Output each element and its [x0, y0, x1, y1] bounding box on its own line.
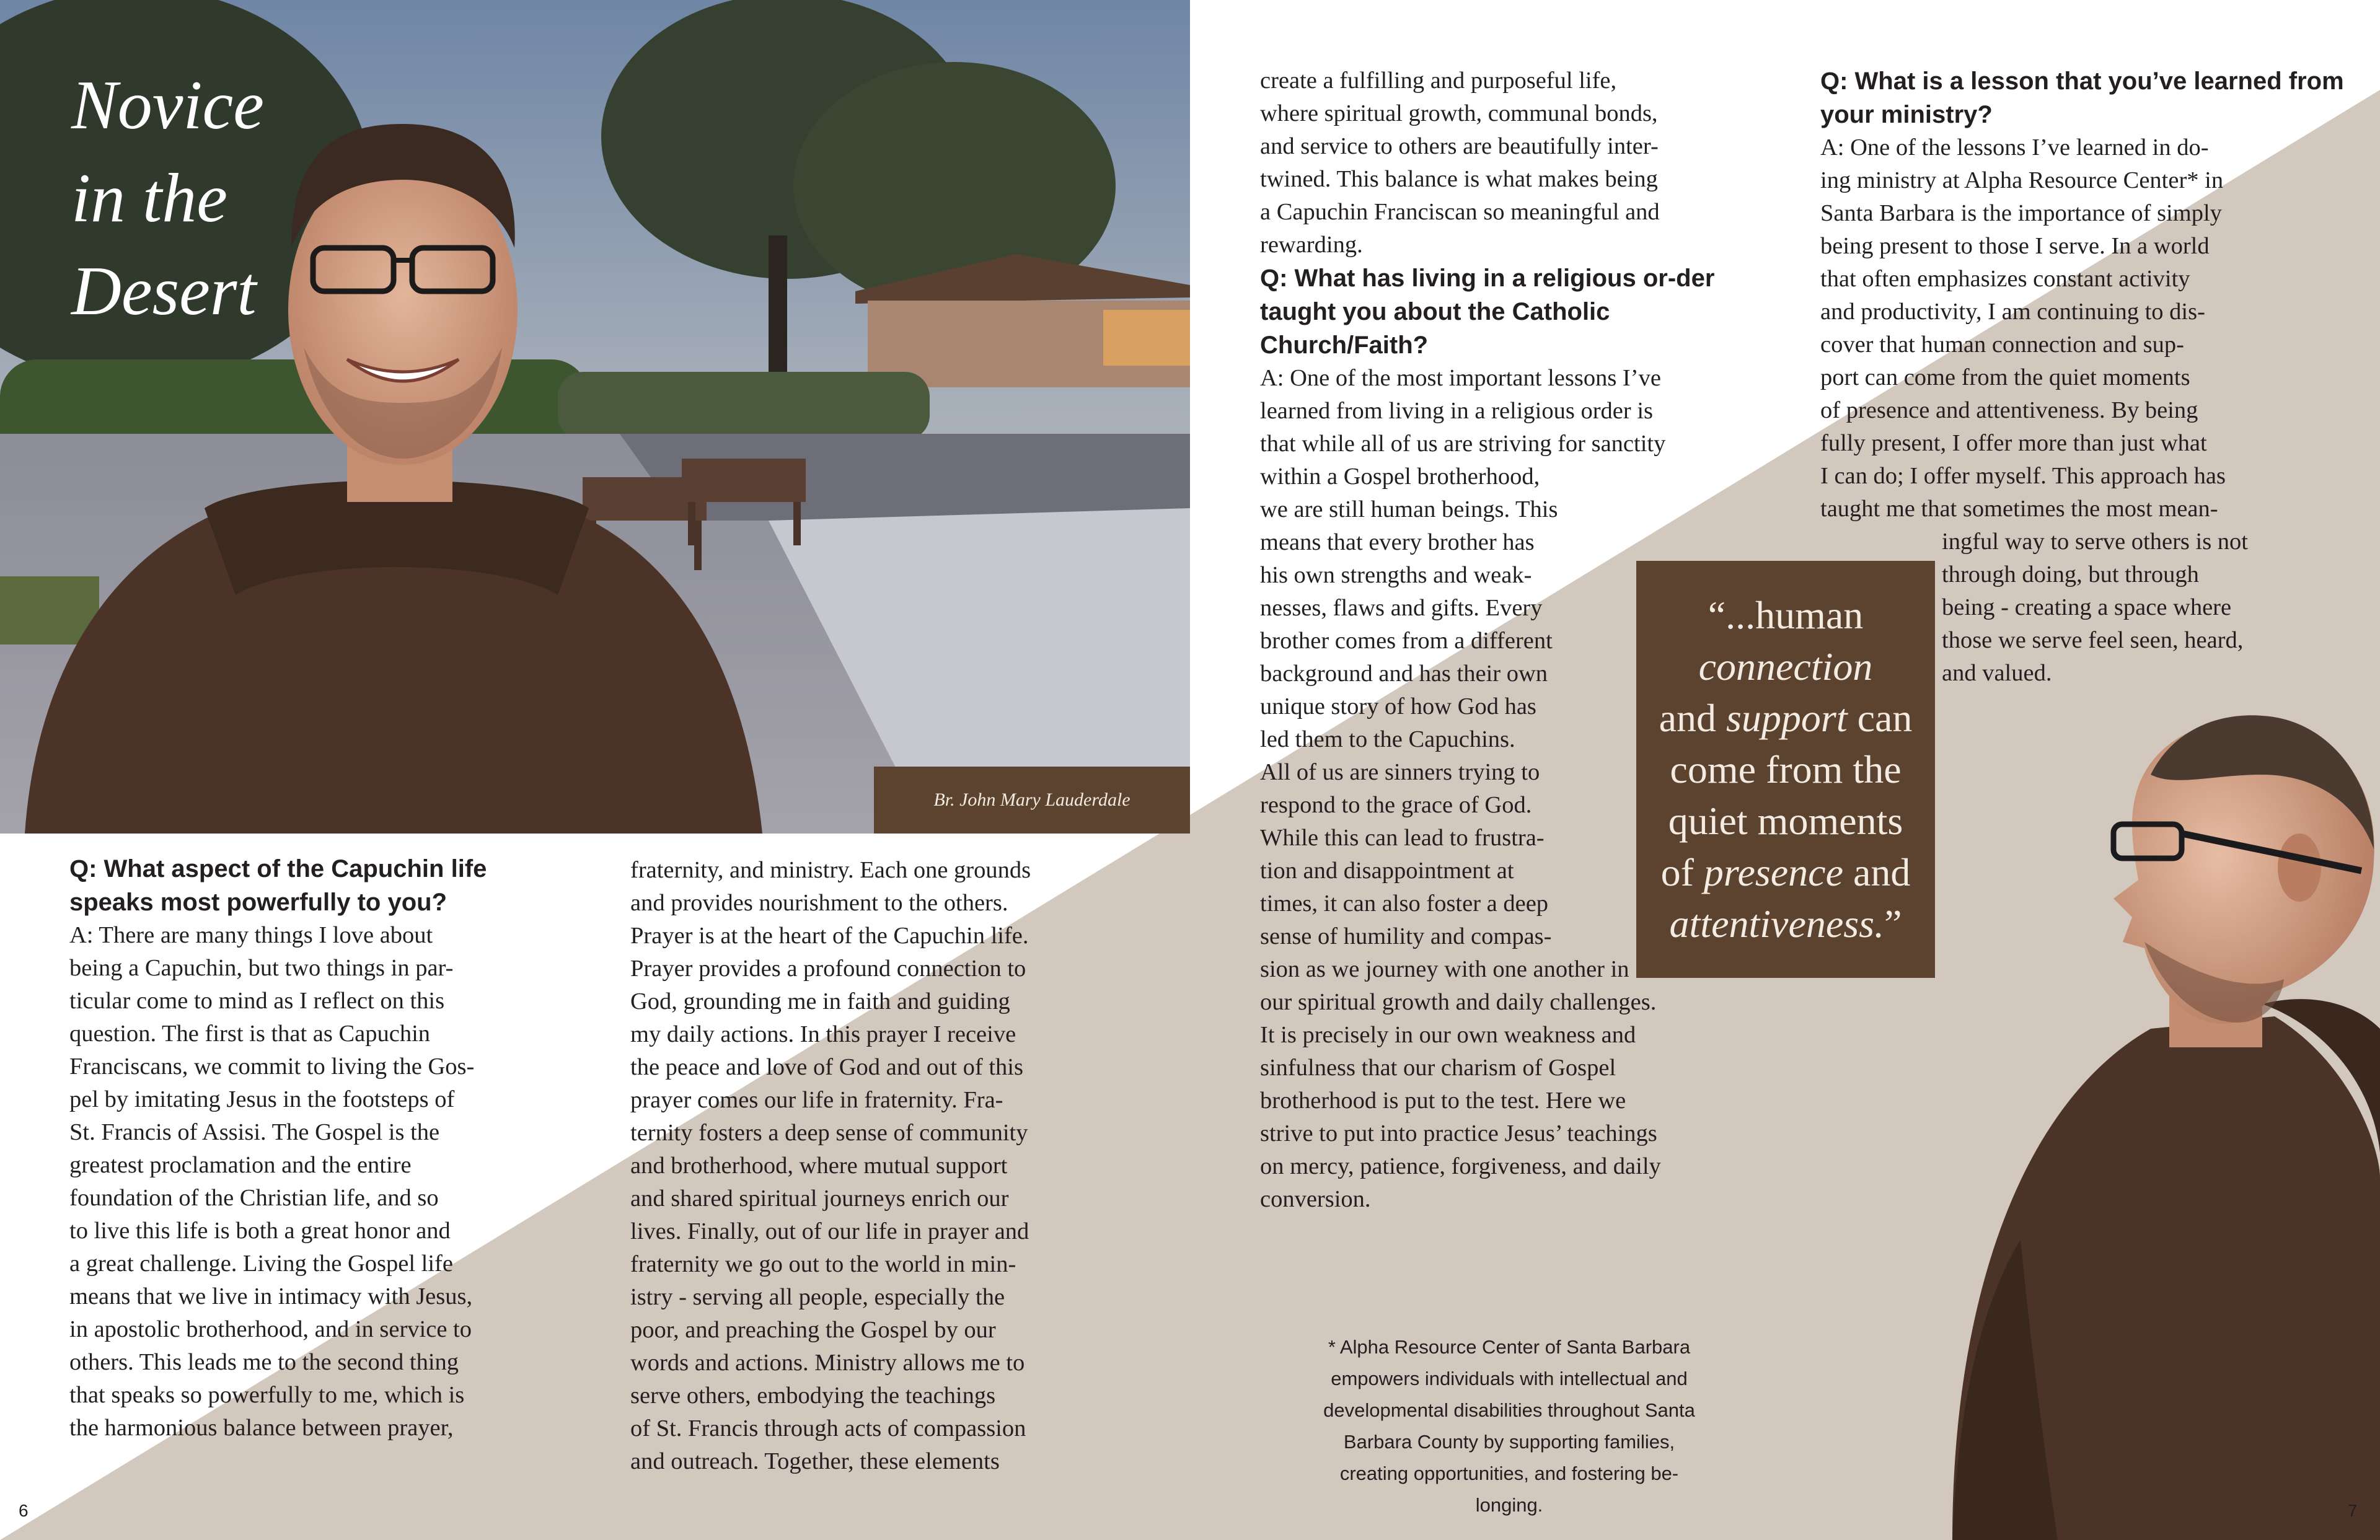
question-heading: Q: What aspect of the Capuchin life speaks most powerfully to you?	[69, 855, 487, 916]
text-line: and service to others are beautifully inter-	[1260, 133, 1659, 159]
text-line: learned from living in a religious order is	[1260, 398, 1654, 424]
text-line: developmental disabilities throughout Santa	[1323, 1399, 1695, 1421]
text-line: background and has their own	[1260, 661, 1548, 687]
text-line: respond to the grace of God.	[1260, 792, 1532, 818]
answer-paragraph	[1260, 64, 1768, 262]
quote-fragment: presence	[1703, 850, 1843, 894]
quote-fragment: can	[1847, 696, 1913, 740]
text-line: words and actions. Ministry allows me to	[630, 1350, 1025, 1376]
quote-fragment: support	[1726, 696, 1848, 740]
text-line: create a fulfilling and purposeful life,	[1260, 68, 1617, 94]
text-line: the peace and love of God and out of this	[630, 1054, 1023, 1080]
text-line: those we serve feel seen, heard,	[1942, 627, 2244, 653]
text-line: my daily actions. In this prayer I receive	[630, 1021, 1016, 1047]
text-line: of presence and attentiveness. By being	[1820, 397, 2198, 423]
text-line: being present to those I serve. In a world	[1820, 233, 2210, 259]
text-line: ing ministry at Alpha Resource Center* in	[1820, 167, 2224, 193]
text-line: ingful way to serve others is not	[1942, 529, 2248, 555]
text-line: I can do; I offer myself. This approach has	[1820, 463, 2226, 489]
text-line: ticular come to mind as I reflect on this	[69, 988, 445, 1014]
quote-fragment: of	[1660, 850, 1704, 894]
text-line: It is precisely in our own weakness and	[1260, 1022, 1636, 1048]
text-line: brotherhood is put to the test. Here we	[1260, 1088, 1626, 1114]
column-1	[69, 852, 565, 1445]
answer-paragraph	[69, 919, 565, 1445]
page-number-right: 7	[2348, 1501, 2358, 1520]
title-line: Novice	[71, 67, 264, 144]
text-line: being - creating a space where	[1942, 594, 2232, 620]
text-line: and productivity, I am continuing to dis-	[1820, 299, 2205, 325]
text-line: means that we live in intimacy with Jesus,	[69, 1283, 473, 1309]
text-line: A: One of the lessons I’ve learned in do-	[1820, 134, 2209, 161]
text-line: where spiritual growth, communal bonds,	[1260, 100, 1658, 126]
text-line: cover that human connection and sup-	[1820, 332, 2184, 358]
text-line: St. Francis of Assisi. The Gospel is the	[69, 1119, 440, 1145]
text-line: All of us are sinners trying to	[1260, 759, 1540, 785]
quote-line: come from the	[1670, 747, 1902, 791]
text-line: Barbara County by supporting families,	[1343, 1431, 1675, 1453]
text-line: fraternity, and ministry. Each one grounds	[630, 857, 1031, 883]
quote-fragment: attentiveness.	[1669, 902, 1885, 946]
text-line: that speaks so powerfully to me, which is	[69, 1382, 465, 1408]
text-line: lives. Finally, out of our life in prayer and	[630, 1218, 1029, 1244]
text-line: greatest proclamation and the entire	[69, 1152, 412, 1178]
pull-quote	[1636, 561, 1935, 978]
text-line: his own strengths and weak-	[1260, 562, 1532, 588]
text-line: and shared spiritual journeys enrich our	[630, 1186, 1009, 1212]
text-line: being a Capuchin, but two things in par-	[69, 955, 454, 981]
text-line: foundation of the Christian life, and so	[69, 1185, 439, 1211]
quote-fragment: and	[1659, 696, 1726, 740]
quote-line: quiet moments	[1668, 799, 1903, 843]
text-line: fraternity we go out to the world in min-	[630, 1251, 1016, 1277]
text-line: A: One of the most important lessons I’ve	[1260, 365, 1661, 391]
text-line: on mercy, patience, forgiveness, and daily	[1260, 1153, 1661, 1179]
text-line: to live this life is both a great honor and	[69, 1218, 451, 1244]
text-line: poor, and preaching the Gospel by our	[630, 1317, 996, 1343]
text-line: prayer comes our life in fraternity. Fra-	[630, 1087, 1003, 1113]
text-line: longing.	[1475, 1494, 1543, 1516]
text-line: Prayer provides a profound connection to	[630, 956, 1026, 982]
text-line: A: There are many things I love about	[69, 922, 433, 948]
text-line: of St. Francis through acts of compassion	[630, 1415, 1026, 1441]
text-line: we are still human beings. This	[1260, 496, 1558, 522]
text-line: empowers individuals with intellectual and	[1331, 1368, 1688, 1389]
text-line: a Capuchin Franciscan so meaningful and	[1260, 199, 1660, 225]
text-line: and brotherhood, where mutual support	[630, 1153, 1008, 1179]
answer-paragraph	[1820, 131, 2353, 526]
text-line: that often emphasizes constant activity	[1820, 266, 2190, 292]
quote-fragment: and	[1843, 850, 1911, 894]
column-2	[630, 854, 1139, 1478]
text-line: through doing, but through	[1942, 561, 2199, 587]
text-line: * Alpha Resource Center of Santa Barbara	[1328, 1336, 1691, 1358]
text-line: led them to the Capuchins.	[1260, 726, 1515, 752]
title-line: in the	[71, 160, 227, 237]
text-line: creating opportunities, and fostering be-	[1339, 1463, 1679, 1484]
answer-paragraph	[630, 854, 1139, 1478]
text-line: means that every brother has	[1260, 529, 1535, 555]
text-line: Prayer is at the heart of the Capuchin life.	[630, 923, 1029, 949]
text-line: our spiritual growth and daily challenges.	[1260, 989, 1657, 1015]
article-title	[71, 59, 264, 338]
text-line: others. This leads me to the second thing	[69, 1349, 459, 1375]
text-line: taught me that sometimes the most mean-	[1820, 496, 2218, 522]
text-line: times, it can also foster a deep	[1260, 891, 1549, 917]
text-line: in apostolic brotherhood, and in service to	[69, 1316, 472, 1342]
question-heading: Q: What has living in a religious or-der taught you about the Catholic Church/Faith?	[1260, 265, 1715, 359]
text-line: twined. This balance is what makes being	[1260, 166, 1658, 192]
text-line: rewarding.	[1260, 232, 1363, 258]
text-line: nesses, flaws and gifts. Every	[1260, 595, 1543, 621]
quote-fragment: ”	[1884, 902, 1902, 946]
text-line: sion as we journey with one another in	[1260, 956, 1629, 982]
text-line: question. The first is that as Capuchin	[69, 1021, 431, 1047]
text-line: brother comes from a different	[1260, 628, 1553, 654]
text-line: the harmonious balance between prayer,	[69, 1415, 454, 1441]
text-line: sinfulness that our charism of Gospel	[1260, 1055, 1616, 1081]
photo-caption: Br. John Mary Lauderdale	[874, 767, 1190, 834]
text-line: port can come from the quiet moments	[1820, 364, 2190, 390]
text-line: strive to put into practice Jesus’ teachings	[1260, 1120, 1657, 1146]
text-line: Franciscans, we commit to living the Gos-	[69, 1054, 475, 1080]
text-line: and valued.	[1942, 660, 2052, 686]
text-line: unique story of how God has	[1260, 693, 1536, 719]
text-line: that while all of us are striving for sanctity	[1260, 431, 1666, 457]
title-line: Desert	[71, 253, 257, 330]
page-number-left: 6	[19, 1501, 29, 1520]
text-line: While this can lead to frustra-	[1260, 825, 1545, 851]
text-line: fully present, I offer more than just what	[1820, 430, 2207, 456]
question-heading: Q: What is a lesson that you’ve learned from your ministry?	[1820, 68, 2344, 128]
friar-portrait-photo	[0, 0, 1190, 834]
quote-line: connection	[1698, 645, 1873, 689]
text-line: conversion.	[1260, 1186, 1371, 1212]
text-line: tion and disappointment at	[1260, 858, 1514, 884]
friar-profile-photo	[1928, 682, 2380, 1540]
text-line: a great challenge. Living the Gospel life	[69, 1251, 453, 1277]
text-line: ternity fosters a deep sense of community	[630, 1120, 1028, 1146]
text-line: and outreach. Together, these elements	[630, 1448, 1000, 1474]
text-line: serve others, embodying the teachings	[630, 1383, 996, 1409]
text-line: within a Gospel brotherhood,	[1260, 464, 1540, 490]
text-line: God, grounding me in faith and guiding	[630, 988, 1010, 1014]
text-line: and provides nourishment to the others.	[630, 890, 1008, 916]
quote-line: “...human	[1708, 593, 1864, 637]
text-line: sense of humility and compas-	[1260, 923, 1552, 949]
text-line: istry - serving all people, especially the	[630, 1284, 1005, 1310]
footnote	[1264, 1331, 1754, 1521]
text-line: Santa Barbara is the importance of simply	[1820, 200, 2222, 226]
text-line: pel by imitating Jesus in the footsteps of	[69, 1086, 455, 1112]
